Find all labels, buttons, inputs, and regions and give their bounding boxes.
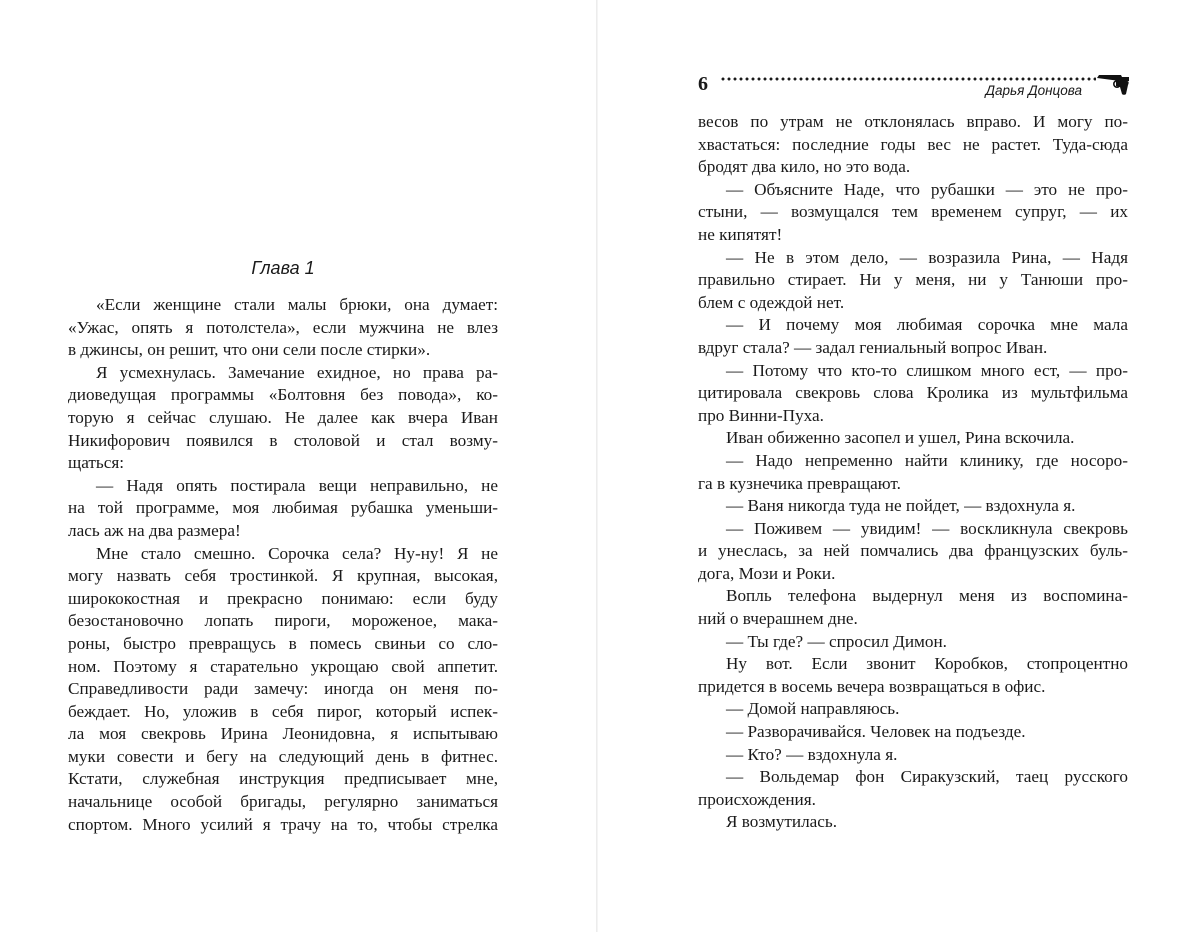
running-header [698,70,1128,110]
text-line: — Объясните Наде, что рубашки — это не про- [726,179,1128,199]
text-line: щаться: [68,453,125,473]
text-line: про Винни-Пуха. [698,405,824,425]
text-line: цитировала свекровь слова Кролика из мультфильма [698,383,1128,403]
text-line: происхождения. [698,789,816,809]
text-line: — Потому что кто-то слишком много ест, — про- [726,360,1128,380]
right-page [698,0,1128,932]
text-line: диоведущая программы «Болтовня без повода», ко- [68,385,498,405]
left-page [68,0,498,932]
book-gutter [596,0,598,932]
text-line: придется в восемь вечера возвращаться в офис. [698,676,1046,696]
text-line: — И почему моя любимая сорочка мне мала [726,315,1128,335]
text-line: Мне стало смешно. Сорочка села? Ну-ну! Я не [96,543,498,563]
text-line: Никифорович появился в столовой и стал возму- [68,430,498,450]
text-line: — Вольдемар фон Сиракузский, таец русского [726,767,1128,787]
text-line: Вопль телефона выдернул меня из воспомина- [726,586,1128,606]
text-line: спортом. Много усилий я трачу на то, чтобы стрелка [68,814,498,834]
text-line: начальнице особой бригады, регулярно заниматься [68,792,498,812]
text-line: ла моя свекровь Ирина Леонидовна, я испытываю [68,724,498,744]
text-line: хвастаться: последние годы вес не растет. Туда-сюда [698,134,1128,154]
revolver-icon [1096,74,1130,96]
text-line: на той программе, моя любимая рубашка уменьши- [68,498,498,518]
text-line: «Ужас, опять я потолстела», если мужчина не влез [68,317,498,337]
text-line: — Поживем — увидим! — воскликнула свекровь [726,518,1128,538]
left-page-text [68,294,498,836]
author-name: Дарья Донцова [985,83,1082,98]
page-number: 6 [698,73,708,95]
text-line: Иван обиженно засопел и ушел, Рина вскочила. [726,428,1075,448]
text-line: блем с одеждой нет. [698,292,845,312]
text-line: безостановочно лопать пироги, мороженое, мака- [68,611,498,631]
right-page-text [698,111,1128,834]
text-line: могу назвать себя тростинкой. Я крупная, высокая, [68,566,498,586]
text-line: Кстати, служебная инструкция предписывает мне, [68,769,498,789]
text-line: и унеслась, за ней помчались два французских буль- [698,541,1128,561]
text-line: ном. Поэтому я старательно укрощаю свой аппетит. [68,656,498,676]
text-line: — Разворачивайся. Человек на подъезде. [726,722,1026,742]
text-line: — Не в этом дело, — возразила Рина, — Надя [726,247,1128,267]
text-line: Я усмехнулась. Замечание ехидное, но права ра- [96,362,498,382]
text-line: муки совести и бегу на следующий день в фитнес. [68,746,498,766]
text-line: «Если женщине стали малы брюки, она думает: [96,295,498,314]
chapter-title: Глава 1 [251,258,315,278]
text-line: беждает. Но, уложив в себя пирог, который испек- [68,701,498,721]
dotted-rule [720,77,1096,81]
text-line: правильно стирает. Ни у меня, ни у Танюши про- [698,270,1128,290]
text-line: роны, быстро превращусь в помесь свиньи со сло- [68,633,498,653]
text-line: в джинсы, он решит, что они сели после стирки». [68,340,431,360]
text-line: Справедливости ради замечу: иногда он меня по- [68,679,498,699]
text-line: не кипятят! [698,224,783,244]
text-line: — Домой направляюсь. [726,699,900,719]
text-line: стыни, — возмущался тем временем супруг, — их [698,202,1128,222]
text-line: весов по утрам не отклонялась вправо. И могу по- [698,112,1128,131]
text-line: дога, Мози и Роки. [698,563,836,583]
text-line: ний о вчерашнем дне. [698,609,858,629]
text-line: Я возмутилась. [726,812,838,832]
text-line: лась аж на два размера! [68,520,241,540]
text-line: — Ваня никогда туда не пойдет, — вздохнула я. [726,496,1076,516]
text-line: — Кто? — вздохнула я. [726,744,898,764]
text-line: — Надо непременно найти клинику, где носоро- [726,450,1128,470]
text-line: Ну вот. Если звонит Коробков, стопроцентно [726,654,1128,674]
text-line: ширококостная и прекрасно понимаю: если буду [68,588,498,608]
text-line: вдруг стала? — задал гениальный вопрос Иван. [698,337,1048,357]
text-line: бродят два кило, но это вода. [698,157,911,177]
text-line: — Ты где? — спросил Димон. [726,631,947,651]
text-line: га в кузнечика превращают. [698,473,901,493]
text-line: — Надя опять постирала вещи неправильно, не [96,475,498,495]
text-line: торую я сейчас слушаю. Не далее как вчера Иван [68,407,498,427]
